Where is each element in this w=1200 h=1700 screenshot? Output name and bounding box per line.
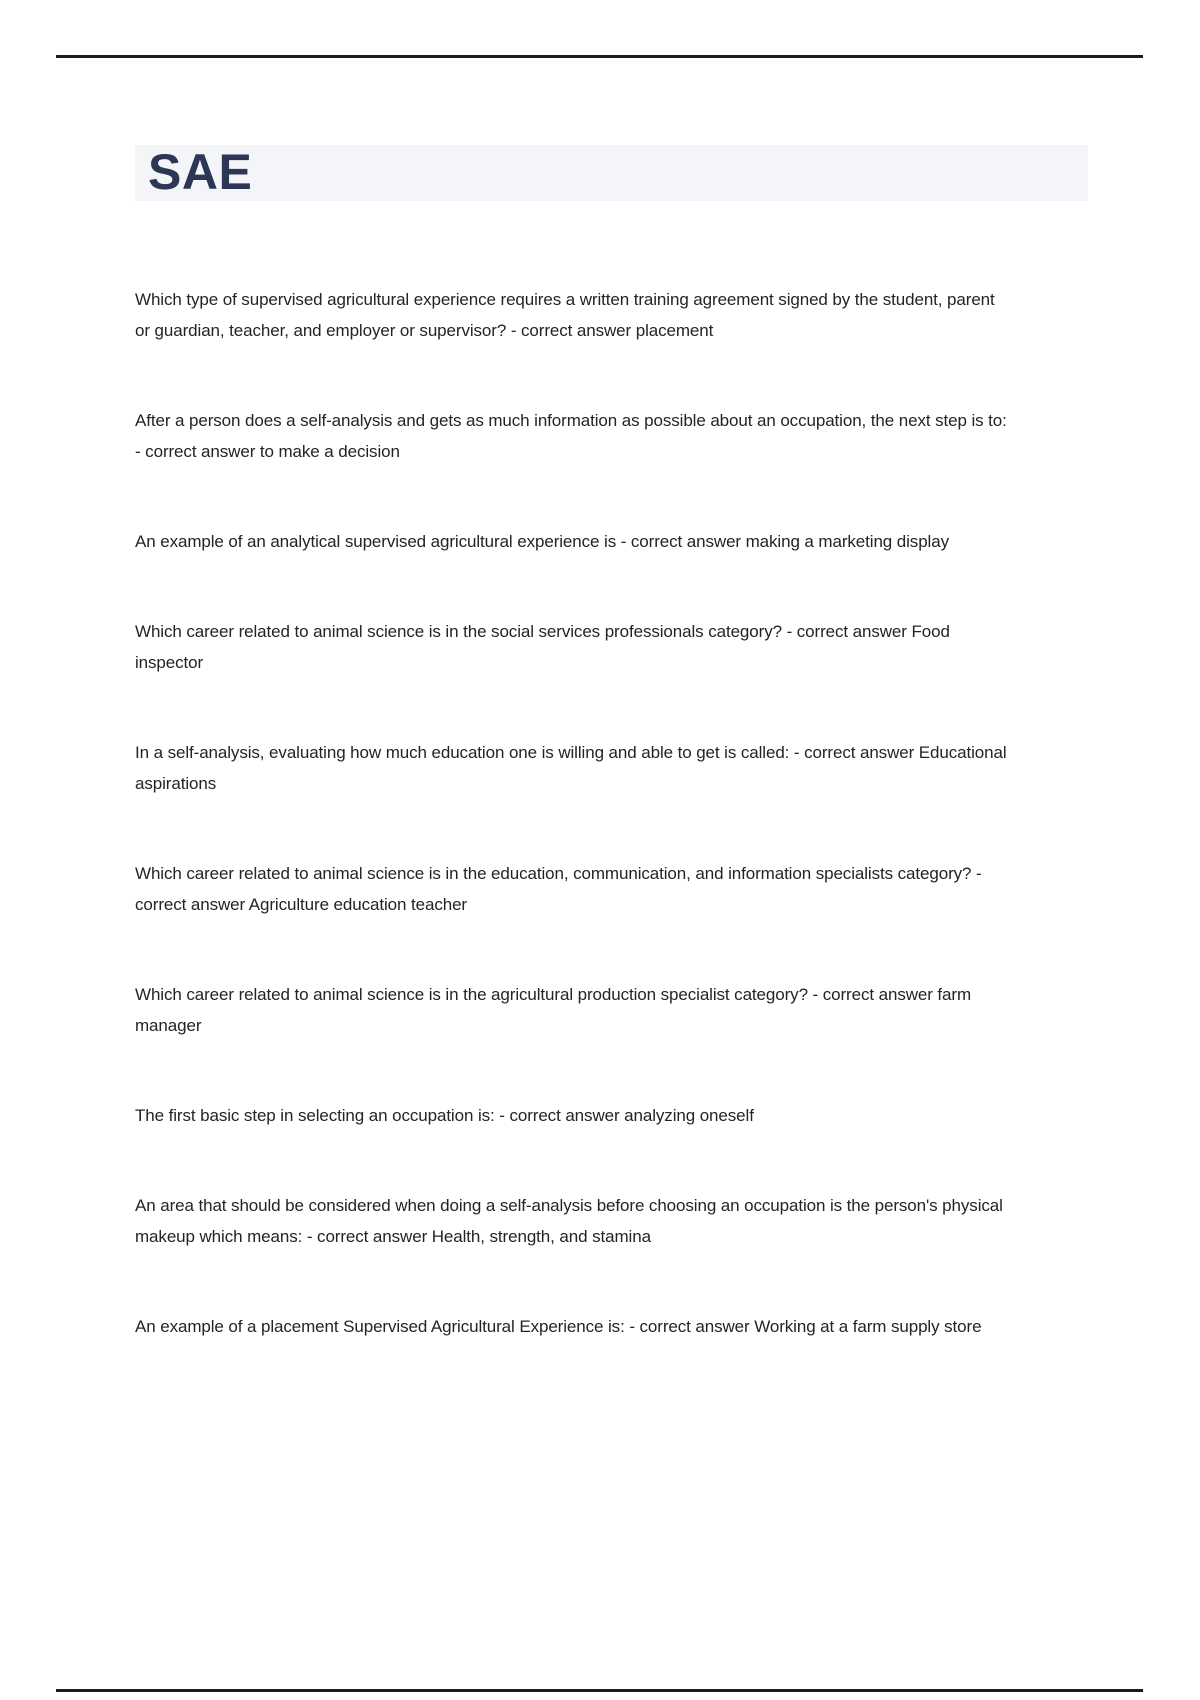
- page-title: SAE: [148, 144, 253, 200]
- qa-paragraph: Which career related to animal science is in the social services professionals category? - correct answer Food inspector: [135, 622, 950, 672]
- qa-paragraph: After a person does a self-analysis and gets as much information as possible about an occupation, the next step is to: - correct answer to make a decision: [135, 411, 1007, 461]
- title-bar: [135, 145, 1088, 201]
- qa-list: [135, 284, 1010, 1401]
- qa-paragraph: An area that should be considered when doing a self-analysis before choosing an occupation is the person's physical makeup which means: - correct answer Health, strength, and stamina: [135, 1196, 1003, 1246]
- qa-paragraph: The first basic step in selecting an occupation is: - correct answer analyzing oneself: [135, 1106, 754, 1125]
- qa-paragraph: Which career related to animal science is in the education, communication, and information specialists category? - correct answer Agriculture education teacher: [135, 864, 982, 914]
- top-horizontal-rule: [56, 55, 1143, 58]
- qa-paragraph: In a self-analysis, evaluating how much education one is willing and able to get is called: - correct answer Educational aspirations: [135, 743, 1007, 793]
- qa-paragraph: Which type of supervised agricultural experience requires a written training agreement signed by the student, parent or guardian, teacher, and employer or supervisor? - correct answer placement: [135, 290, 995, 340]
- qa-paragraph: An example of an analytical supervised agricultural experience is - correct answer making a marketing display: [135, 532, 949, 551]
- qa-paragraph: An example of a placement Supervised Agricultural Experience is: - correct answer Working at a farm supply store: [135, 1317, 982, 1336]
- qa-paragraph: Which career related to animal science is in the agricultural production specialist category? - correct answer farm manager: [135, 985, 972, 1035]
- bottom-horizontal-rule: [56, 1689, 1143, 1692]
